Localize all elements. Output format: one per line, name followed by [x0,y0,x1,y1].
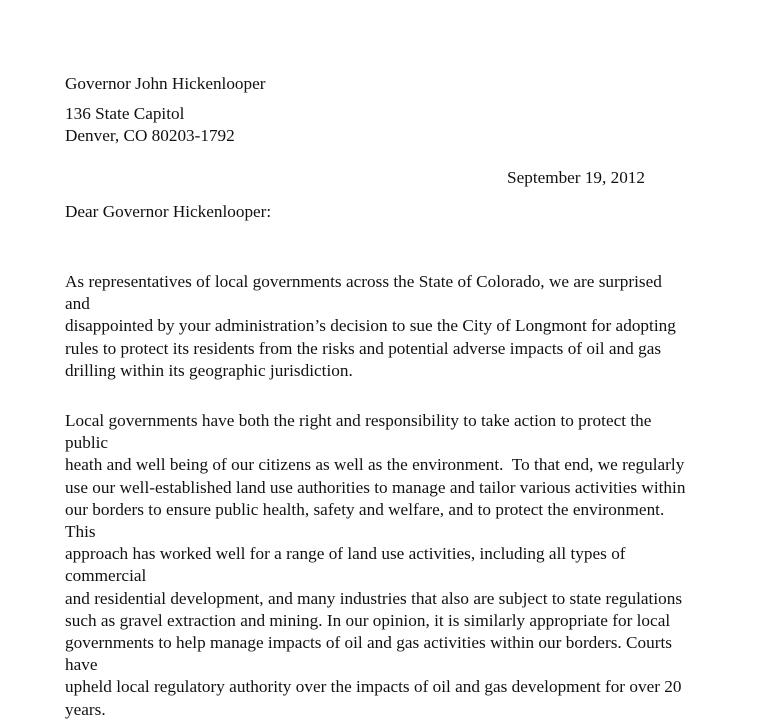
paragraph-1-line-4: drilling within its geographic jurisdiction. [65,360,353,380]
addressee-block [65,73,685,95]
paragraph-2-line-2: heath and well being of our citizens as well as the environment. To that end, we regularly [65,455,685,475]
paragraph-2-line-7: such as gravel extraction and mining. In our opinion, it is similarly appropriate for local [65,610,671,630]
paragraph-2-line-10: years. [65,699,106,719]
letter-date: September 19, 2012 [507,168,645,187]
paragraph-2 [65,410,687,721]
address-line-2: Denver, CO 80203-1792 [65,126,235,146]
paragraph-2-line-1: Local governments have both the right and responsibility to take action to protect the public [65,411,656,453]
date-block [65,167,645,189]
salutation-block [65,201,685,223]
address-block [65,103,685,147]
paragraph-1-line-1: As representatives of local governments across the State of Colorado, we are surprised and [65,272,667,314]
paragraph-1-line-2: disappointed by your administration’s decision to sue the City of Longmont for adopting [65,316,676,336]
salutation: Dear Governor Hickenlooper: [65,202,272,221]
paragraph-2-line-3: use our well-established land use authorities to manage and tailor various activities within [65,477,686,497]
paragraph-2-line-5: approach has worked well for a range of land use activities, including all types of commercial [65,544,630,586]
addressee-name: Governor John Hickenlooper [65,74,266,93]
paragraph-2-line-8: governments to help manage impacts of oil and gas activities within our borders. Courts have [65,633,677,675]
paragraph-2-line-4: our borders to ensure public health, safety and welfare, and to protect the environment. This [65,499,669,542]
paragraph-1-line-3: rules to protect its residents from the risks and potential adverse impacts of oil and gas [65,338,662,358]
paragraph-2-line-6: and residential development, and many industries that also are subject to state regulations [65,588,683,608]
paragraph-2-line-9: upheld local regulatory authority over the impacts of oil and gas development for over 20 [65,677,682,697]
address-line-1: 136 State Capitol [65,104,185,123]
paragraph-1 [65,271,687,382]
